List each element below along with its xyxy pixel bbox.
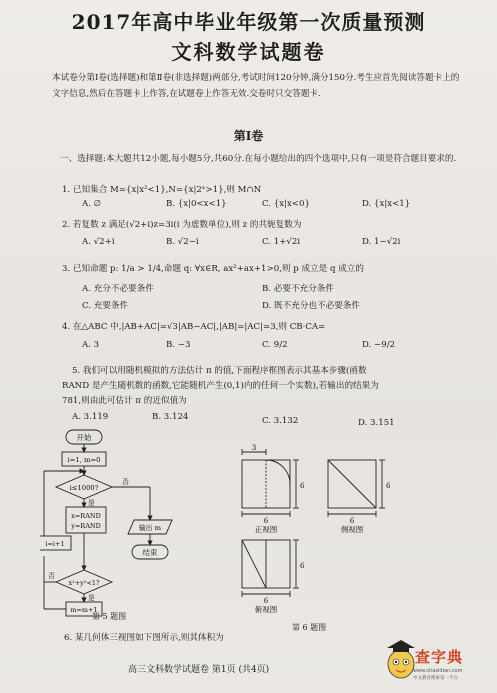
front-view-label: 正视图 [254, 525, 278, 534]
question-3-option-a: A. 充分不必要条件 [82, 284, 154, 294]
top-view-dim-width: 6 [263, 597, 269, 605]
question-1-option-d: D. {x|x<1} [362, 199, 411, 209]
flow-init-label: i=1, m=0 [67, 456, 101, 464]
question-5-line-3: 781,则由此可估计 π 的近似值为 [62, 396, 187, 406]
front-view-dim-height: 6 [300, 482, 305, 490]
page-footer: 高三文科数学试题卷 第1页 (共4页) [128, 665, 270, 675]
flow-increment-m-label: m=m+1 [70, 606, 98, 614]
flow-output-label: 输出 m [138, 524, 162, 532]
flowchart-diagram [40, 428, 205, 618]
question-4-option-d: D. −9/2 [362, 340, 396, 350]
flow-yes-label-2: 是 [88, 594, 95, 602]
question-1-stem: 1. 已知集合 M={x|x²<1},N={x|2ˣ>1},则 M∩N [62, 185, 262, 195]
question-2-option-b: B. √2−i [166, 237, 199, 247]
question-2-stem: 2. 若复数 z 满足(√2+i)z=3i(i 为虚数单位),则 z 的共轭复数为 [62, 220, 302, 230]
side-view-dim-height: 6 [386, 482, 391, 490]
figure-6-caption: 第 6 题图 [292, 623, 327, 632]
question-1-option-b: B. {x|0<x<1} [166, 199, 227, 209]
logo-name: 查字典 [415, 648, 464, 666]
front-view-arc [266, 460, 290, 484]
exam-instructions-intro: 本试卷分第Ⅰ卷(选择题)和第Ⅱ卷(非选择题)两部分,考试时间120分钟,满分150分.考生应首先阅读答题卡上的文字信息,然后在答题卡上作答,在试题卷上作答无效.交卷时只交答题卡. [52, 73, 460, 99]
flow-decision-1-label: i≤1000? [69, 484, 99, 492]
question-5-option-b: B. 3.124 [152, 412, 189, 422]
flow-increment-i-label: i=i+1 [45, 540, 65, 548]
question-4-stem: 4. 在△ABC 中,|AB+AC|=√3|AB−AC|,|AB|=|AC|=3,则 CB·CA= [62, 322, 326, 332]
question-3-option-b: B. 必要不充分条件 [262, 284, 334, 294]
question-5-option-d: D. 3.151 [358, 418, 395, 428]
question-3-option-c: C. 充要条件 [82, 301, 129, 311]
question-5-option-a: A. 3.119 [72, 412, 109, 422]
question-3-option-d: D. 既不充分也不必要条件 [262, 301, 360, 311]
side-view-label: 侧视图 [340, 525, 364, 534]
question-4-option-b: B. −3 [166, 340, 191, 350]
front-view-dim-3: 3 [251, 444, 257, 452]
flow-assign-y-label: y=RAND [71, 522, 101, 530]
exam-title: 2017年高中毕业年级第一次质量预测 [71, 10, 426, 34]
flow-no-label-1: 否 [122, 478, 129, 486]
multiple-choice-instructions: 一、选择题:本大题共12小题,每小题5分,共60分.在每小题给出的四个选项中,只有一项是符合题目要求的. [60, 154, 457, 164]
question-5-line-2: RAND 是产生随机数的函数,它能随机产生(0,1)内的任何一个实数),若输出的结果为 [62, 381, 379, 391]
flow-decision-2-label: x²+y²<1? [68, 579, 100, 587]
logo-url: www.chazidian.com [413, 668, 463, 674]
side-view-dim-width: 6 [349, 517, 355, 525]
logo-tagline: 中文教育搜索第一平台 [413, 676, 458, 681]
question-6-stem: 6. 某几何体三视图如下图所示,则其体积为 [64, 633, 224, 643]
question-4-option-a: A. 3 [82, 340, 100, 350]
top-view-dim-height: 6 [300, 562, 305, 570]
question-1-option-a: A. ∅ [82, 199, 102, 209]
section-heading: 第Ⅰ卷 [233, 129, 264, 143]
question-2-option-a: A. √2+i [82, 237, 115, 247]
figure-5-caption: 第 5 题图 [92, 612, 127, 621]
question-5-line-1: 5. 我们可以用随机模拟的方法估计 π 的值,下面程序框图表示其基本步骤(函数 [72, 366, 367, 376]
flow-end-label: 结束 [142, 548, 158, 557]
front-view-dim-width: 6 [263, 517, 269, 525]
flow-yes-label-1: 是 [88, 499, 95, 507]
question-2-option-d: D. 1−√2i [362, 237, 401, 247]
question-3-stem: 3. 已知命题 p: 1/a > 1/4,命题 q: ∀x∈R, ax²+ax+1>0,则 p 成立是 q 成立的 [62, 264, 364, 274]
question-2-option-c: C. 1+√2i [262, 237, 301, 247]
three-views-diagram [230, 444, 400, 614]
question-1-option-c: C. {x|x<0} [262, 199, 310, 209]
question-4-option-c: C. 9/2 [262, 340, 288, 350]
flow-start-label: 开始 [76, 433, 92, 442]
question-5-option-c: C. 3.132 [262, 416, 299, 426]
flow-no-label-2: 否 [48, 572, 55, 580]
top-view-label: 俯视图 [254, 605, 278, 614]
exam-subtitle: 文科数学试题卷 [171, 40, 326, 64]
flow-assign-x-label: x=RAND [71, 512, 101, 520]
